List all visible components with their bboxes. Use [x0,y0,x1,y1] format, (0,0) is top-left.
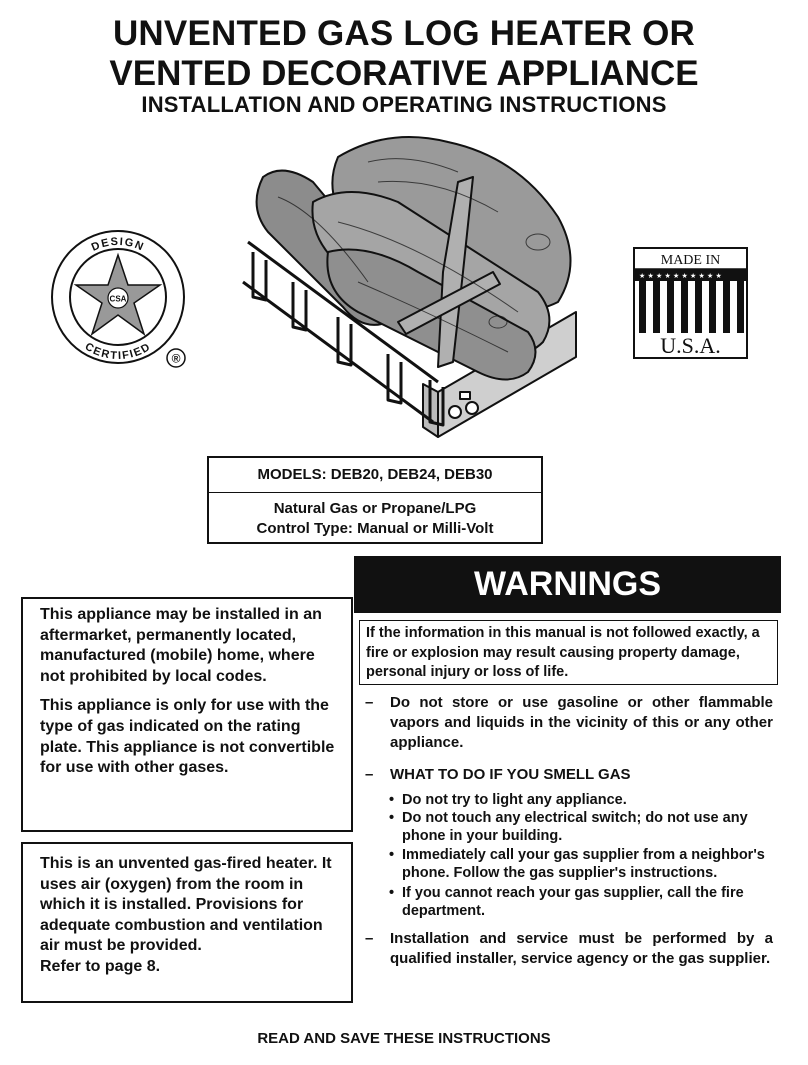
made-in-usa-badge [633,247,748,359]
title-line-1: UNVENTED GAS LOG HEATER OR [112,14,696,53]
mobile-home-notice-box [21,597,353,832]
gas-type-notice: This appliance is only for use with the type of gas indicated on the rating plate. This appliance is not convertible for use with other gases. [40,697,335,777]
warning-item-flammables: – Do not store or use gasoline or other flammable vapors and liquids in the vicinity of this or any other appliance. [365,694,773,751]
warning-boxed-text: If the information in this manual is not followed exactly, a fire or explosion may result causing property damage, personal injury or loss of life. [359,620,778,685]
warnings-heading: WARNINGS [354,556,781,613]
csa-logo-text: CSA [109,294,127,304]
svg-text:DESIGN [90,236,146,254]
footer-instruction: READ AND SAVE THESE INSTRUCTIONS [257,1030,551,1047]
gas-type: Natural Gas or Propane/LPG [273,500,477,517]
design-certified-seal [48,227,198,372]
control-type: Control Type: Manual or Milli-Volt [256,520,494,537]
title-line-2: VENTED DECORATIVE APPLIANCE [109,54,699,93]
seal-bottom-text: CERTIFIED [82,340,154,363]
made-in-text: MADE IN [660,253,721,268]
smell-gas-step-2: • Do not touch any electrical switch; do not use any phone in your building. [389,810,748,844]
smell-gas-step-3: • Immediately call your gas supplier from a neighbor's phone. Follow the gas supplier's instructions. [389,847,765,881]
gas-log-set-illustration [238,122,583,452]
subtitle: INSTALLATION AND OPERATING INSTRUCTIONS [141,92,667,117]
warning-item-installation: – Installation and service must be performed by a qualified installer, service agency or the gas supplier. [365,930,773,967]
unvented-notice: This is an unvented gas-fired heater. It uses air (oxygen) from the room in which it is installed. Provisions for adequate combustion and ventilation air must be provided. [40,855,332,955]
unvented-heater-notice-box [21,842,353,1003]
warning-item-smell-gas: – WHAT TO DO IF YOU SMELL GAS [365,766,631,783]
registered-mark: ® [171,351,181,366]
smell-gas-step-1: • Do not try to light any appliance. [389,792,627,808]
seal-top-text: DESIGN [89,235,147,254]
smell-gas-step-4: • If you cannot reach your gas supplier, call the fire department. [389,885,744,919]
refer-page-note: Refer to page 8. [40,957,161,975]
mobile-home-notice: This appliance may be installed in an aftermarket, permanently located, manufactured (mobile) home, where not prohibited by local codes. [40,606,322,685]
usa-text: U.S.A. [660,333,721,358]
models-box [207,456,543,544]
models-title: MODELS: DEB20, DEB24, DEB30 [209,458,541,493]
svg-text:★ ★ ★ ★ ★ ★ ★ ★ ★ ★: ★ ★ ★ ★ ★ ★ ★ ★ ★ ★ [639,272,722,280]
